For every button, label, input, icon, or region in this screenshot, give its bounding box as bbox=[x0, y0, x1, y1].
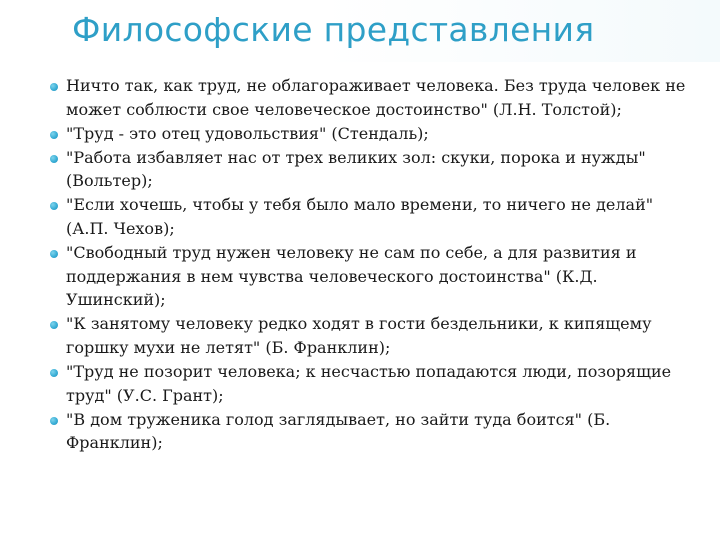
bullet-item bbox=[50, 146, 700, 193]
bullet-dot-icon bbox=[50, 131, 58, 139]
bullet-item bbox=[50, 241, 700, 312]
bullet-dot-icon bbox=[50, 417, 58, 425]
bullet-text: Ничто так, как труд, не облагораживает человека. Без труда человек не может соблюсти свое человеческое достоинство" (Л.Н. Толстой); bbox=[66, 76, 686, 119]
bullet-dot-icon bbox=[50, 83, 58, 91]
bullet-item bbox=[50, 312, 700, 359]
bullet-text: "Труд не позорит человека; к несчастью попадаются люди, позорящие труд" (У.С. Грант); bbox=[66, 362, 672, 405]
bullet-text: "В дом труженика голод заглядывает, но зайти туда боится" (Б. Франклин); bbox=[66, 409, 611, 453]
bullet-dot-icon bbox=[50, 369, 58, 377]
bullet-item bbox=[50, 408, 700, 455]
bullet-item bbox=[50, 74, 700, 121]
bullet-text: "Свободный труд нужен человеку не сам по себе, а для развития и поддержания в нем чувства человеческого достоинства" (К.Д. Ушинский); bbox=[66, 243, 637, 310]
bullet-dot-icon bbox=[50, 250, 58, 258]
bullet-item bbox=[50, 360, 700, 407]
bullet-item bbox=[50, 193, 700, 240]
bullet-text: "Если хочешь, чтобы у тебя было мало времени, то ничего не делай" (А.П. Чехов); bbox=[66, 195, 654, 239]
bullet-text: "Работа избавляет нас от трех великих зол: скуки, порока и нужды" (Вольтер); bbox=[66, 147, 646, 191]
bullet-text: "Труд - это отец удовольствия" (Стендаль); bbox=[66, 123, 429, 143]
bullet-dot-icon bbox=[50, 155, 58, 163]
bullet-list bbox=[50, 74, 700, 455]
bullet-dot-icon bbox=[50, 202, 58, 210]
bullet-text: "К занятому человеку редко ходят в гости бездельники, к кипящему горшку мухи не летят" (Б. Франклин); bbox=[66, 314, 652, 358]
bullet-dot-icon bbox=[50, 321, 58, 329]
slide-title: Философские представления bbox=[72, 10, 595, 49]
bullet-item bbox=[50, 122, 700, 146]
